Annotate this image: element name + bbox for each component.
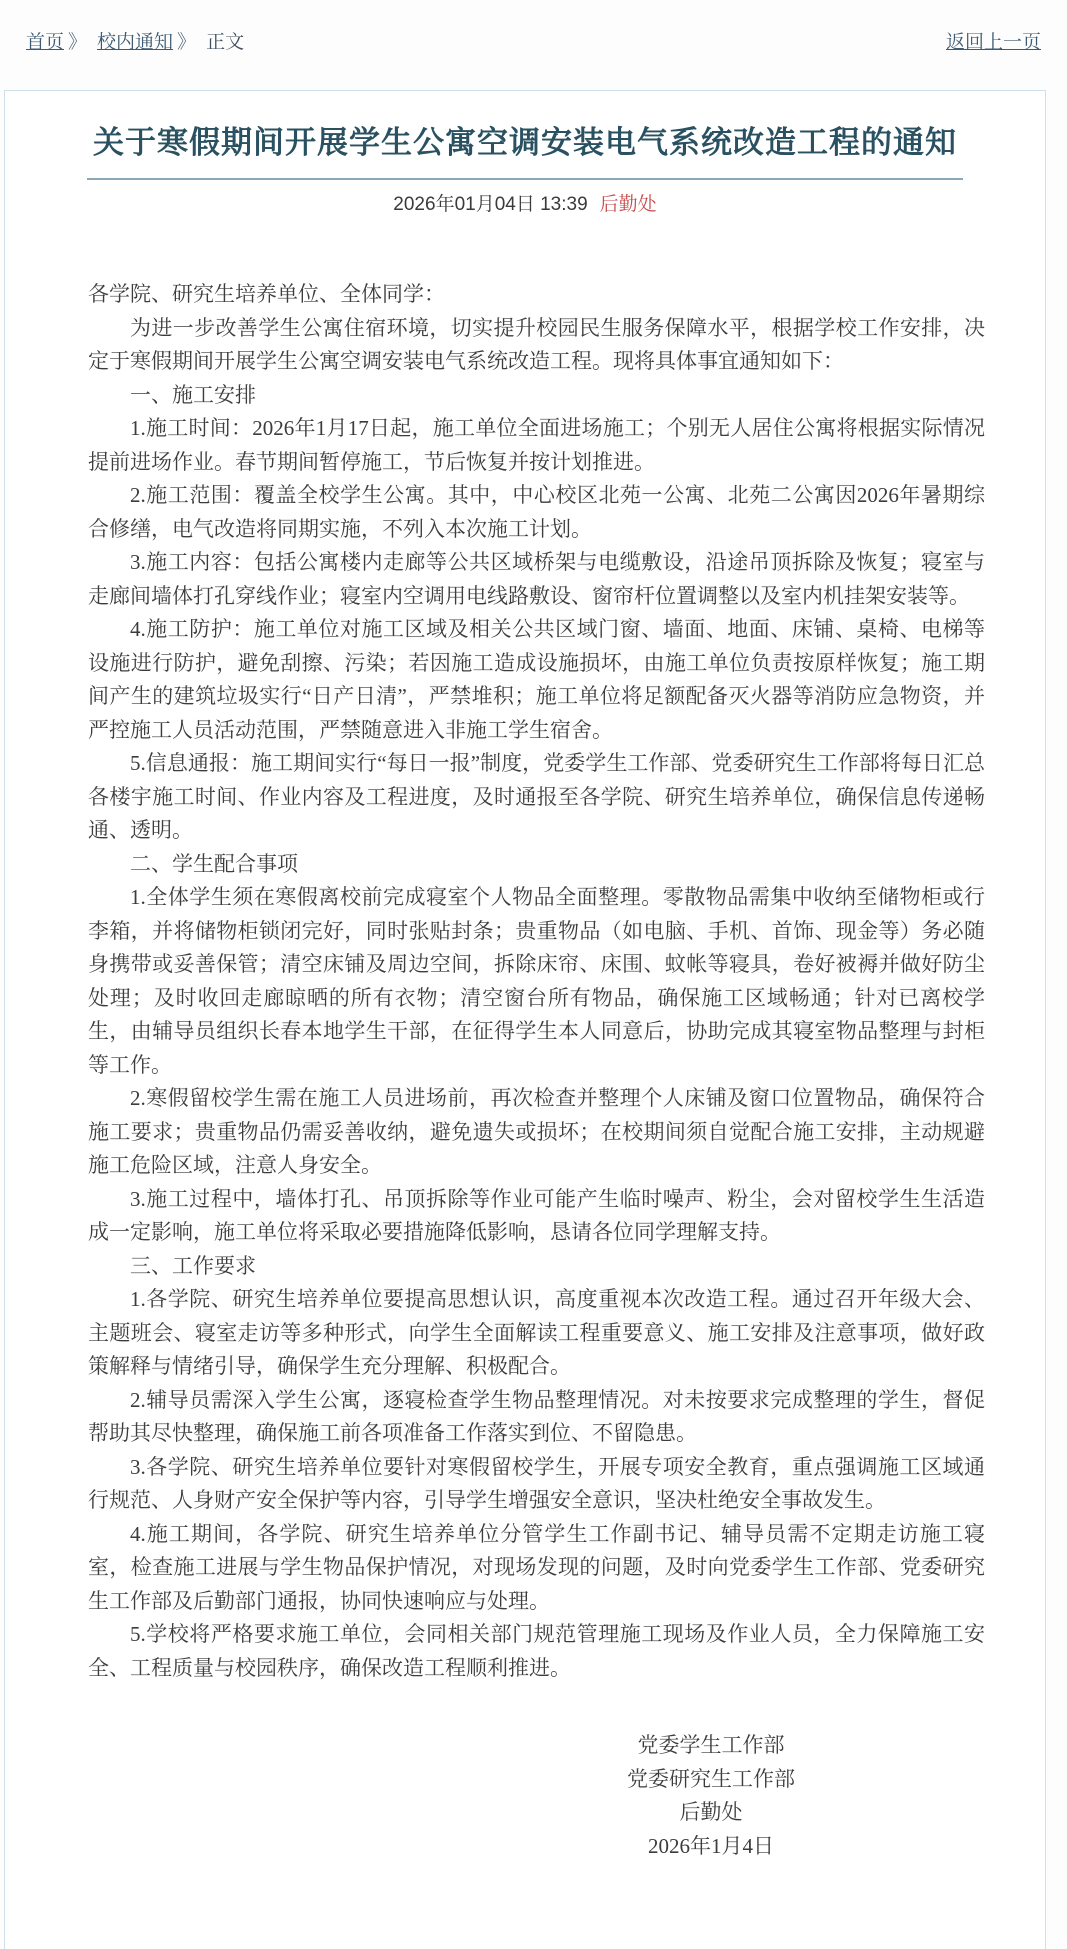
- section-heading: 一、施工安排: [130, 382, 256, 407]
- publish-datetime: 2026年01月04日 13:39: [393, 194, 588, 215]
- signature-line: 党委学生工作部: [637, 1733, 785, 1757]
- title-divider: [87, 178, 963, 180]
- notice-content-panel: [4, 90, 1046, 1949]
- section-heading: 三、工作要求: [130, 1253, 256, 1278]
- top-navigation-bar: [0, 0, 1067, 90]
- body-paragraph: 1.全体学生须在寒假离校前完成寝室个人物品全面整理。零散物品需集中收纳至储物柜或行李箱，并将储物柜锁闭完好，同时张贴封条；贵重物品（如电脑、手机、首饰、现金等）务必随身携带或妥善保管；清空床铺及周边空间，拆除床帘、床围、蚊帐等寝具，卷好被褥并做好防尘处理；及时收回走廊晾晒的所有衣物；清空窗台所有物品，确保施工区域畅通；针对已离校学生，由辅导员组织长春本地学生干部，在征得学生本人同意后，协助完成其寝室物品整理与封柜等工作。: [88, 885, 985, 1077]
- body-paragraph: 5.信息通报：施工期间实行“每日一报”制度，党委学生工作部、党委研究生工作部将每日汇总各楼宇施工时间、作业内容及工程进度，及时通报至各学院、研究生培养单位，确保信息传递畅通、透明。: [88, 751, 985, 842]
- body-paragraph: 2.寒假留校学生需在施工人员进场前，再次检查并整理个人床铺及窗口位置物品，确保符合施工要求；贵重物品仍需妥善收纳，避免遗失或损坏；在校期间须自觉配合施工安排，主动规避施工危险区域，注意人身安全。: [88, 1086, 985, 1177]
- breadcrumb: [26, 27, 244, 54]
- body-paragraph: 各学院、研究生培养单位、全体同学：: [88, 282, 445, 306]
- body-paragraph: 3.各学院、研究生培养单位要针对寒假留校学生，开展专项安全教育，重点强调施工区域通行规范、人身财产安全保护等内容，引导学生增强安全意识，坚决杜绝安全事故发生。: [88, 1454, 985, 1512]
- body-paragraph: 3.施工内容：包括公寓楼内走廊等公共区域桥架与电缆敷设，沿途吊顶拆除及恢复；寝室与走廊间墙体打孔穿线作业；寝室内空调用电线路敷设、窗帘杆位置调整以及室内机挂架安装等。: [88, 550, 985, 608]
- section-heading: 二、学生配合事项: [130, 851, 298, 876]
- body-paragraph: 5.学校将严格要求施工单位，会同相关部门规范管理施工现场及作业人员，全力保障施工安全、工程质量与校园秩序，确保改造工程顺利推进。: [88, 1622, 985, 1680]
- publishing-department: 后勤处: [599, 194, 657, 215]
- back-to-previous-link[interactable]: 返回上一页: [945, 31, 1041, 53]
- signature-block: [627, 1729, 795, 1863]
- signature-date: 2026年1月4日: [648, 1833, 774, 1858]
- body-paragraph: 1.施工时间：2026年1月17日起，施工单位全面进场施工；个别无人居住公寓将根据实际情况提前进场作业。春节期间暂停施工，节后恢复并按计划推进。: [88, 416, 985, 474]
- notice-title: 关于寒假期间开展学生公寓空调安装电气系统改造工程的通知: [93, 125, 957, 160]
- body-paragraph: 2.辅导员需深入学生公寓，逐寝检查学生物品整理情况。对未按要求完成整理的学生，督促帮助其尽快整理，确保施工前各项准备工作落实到位、不留隐患。: [88, 1387, 985, 1445]
- breadcrumb-separator: 》: [68, 31, 88, 53]
- breadcrumb-current: 正文: [206, 31, 245, 53]
- notice-body: [5, 216, 1045, 1685]
- body-paragraph: 4.施工期间，各学院、研究生培养单位分管学生工作副书记、辅导员需不定期走访施工寝室，检查施工进展与学生物品保护情况，对现场发现的问题，及时向党委学生工作部、党委研究生工作部及后勤部门通报，协同快速响应与处理。: [88, 1521, 985, 1613]
- body-paragraph: 2.施工范围：覆盖全校学生公寓。其中，中心校区北苑一公寓、北苑二公寓因2026年暑期综合修缮，电气改造将同期实施，不列入本次施工计划。: [88, 483, 985, 541]
- breadcrumb-home-link[interactable]: 首页: [26, 31, 65, 53]
- body-paragraph: 3.施工过程中，墙体打孔、吊顶拆除等作业可能产生临时噪声、粉尘，会对留校学生生活造成一定影响，施工单位将采取必要措施降低影响，恳请各位同学理解支持。: [88, 1186, 985, 1244]
- signature-line: 后勤处: [679, 1800, 743, 1824]
- breadcrumb-section-link[interactable]: 校内通知: [97, 31, 174, 53]
- body-paragraph: 1.各学院、研究生培养单位要提高思想认识，高度重视本次改造工程。通过召开年级大会、主题班会、寝室走访等多种形式，向学生全面解读工程重要意义、施工安排及注意事项，做好政策解释与情绪引导，确保学生充分理解、积极配合。: [88, 1287, 985, 1378]
- body-paragraph: 为进一步改善学生公寓住宿环境，切实提升校园民生服务保障水平，根据学校工作安排，决定于寒假期间开展学生公寓空调安装电气系统改造工程。现将具体事宜通知如下：: [88, 315, 985, 373]
- notice-meta: [5, 189, 1045, 216]
- breadcrumb-separator: 》: [177, 31, 197, 53]
- signature-line: 党委研究生工作部: [627, 1766, 795, 1791]
- body-paragraph: 4.施工防护：施工单位对施工区域及相关公共区域门窗、墙面、地面、床铺、桌椅、电梯等设施进行防护，避免刮擦、污染；若因施工造成设施损坏，由施工单位负责按原样恢复；施工期间产生的建筑垃圾实行“日产日清”，严禁堆积；施工单位将足额配备灭火器等消防应急物资，并严控施工人员活动范围，严禁随意进入非施工学生宿舍。: [88, 617, 985, 742]
